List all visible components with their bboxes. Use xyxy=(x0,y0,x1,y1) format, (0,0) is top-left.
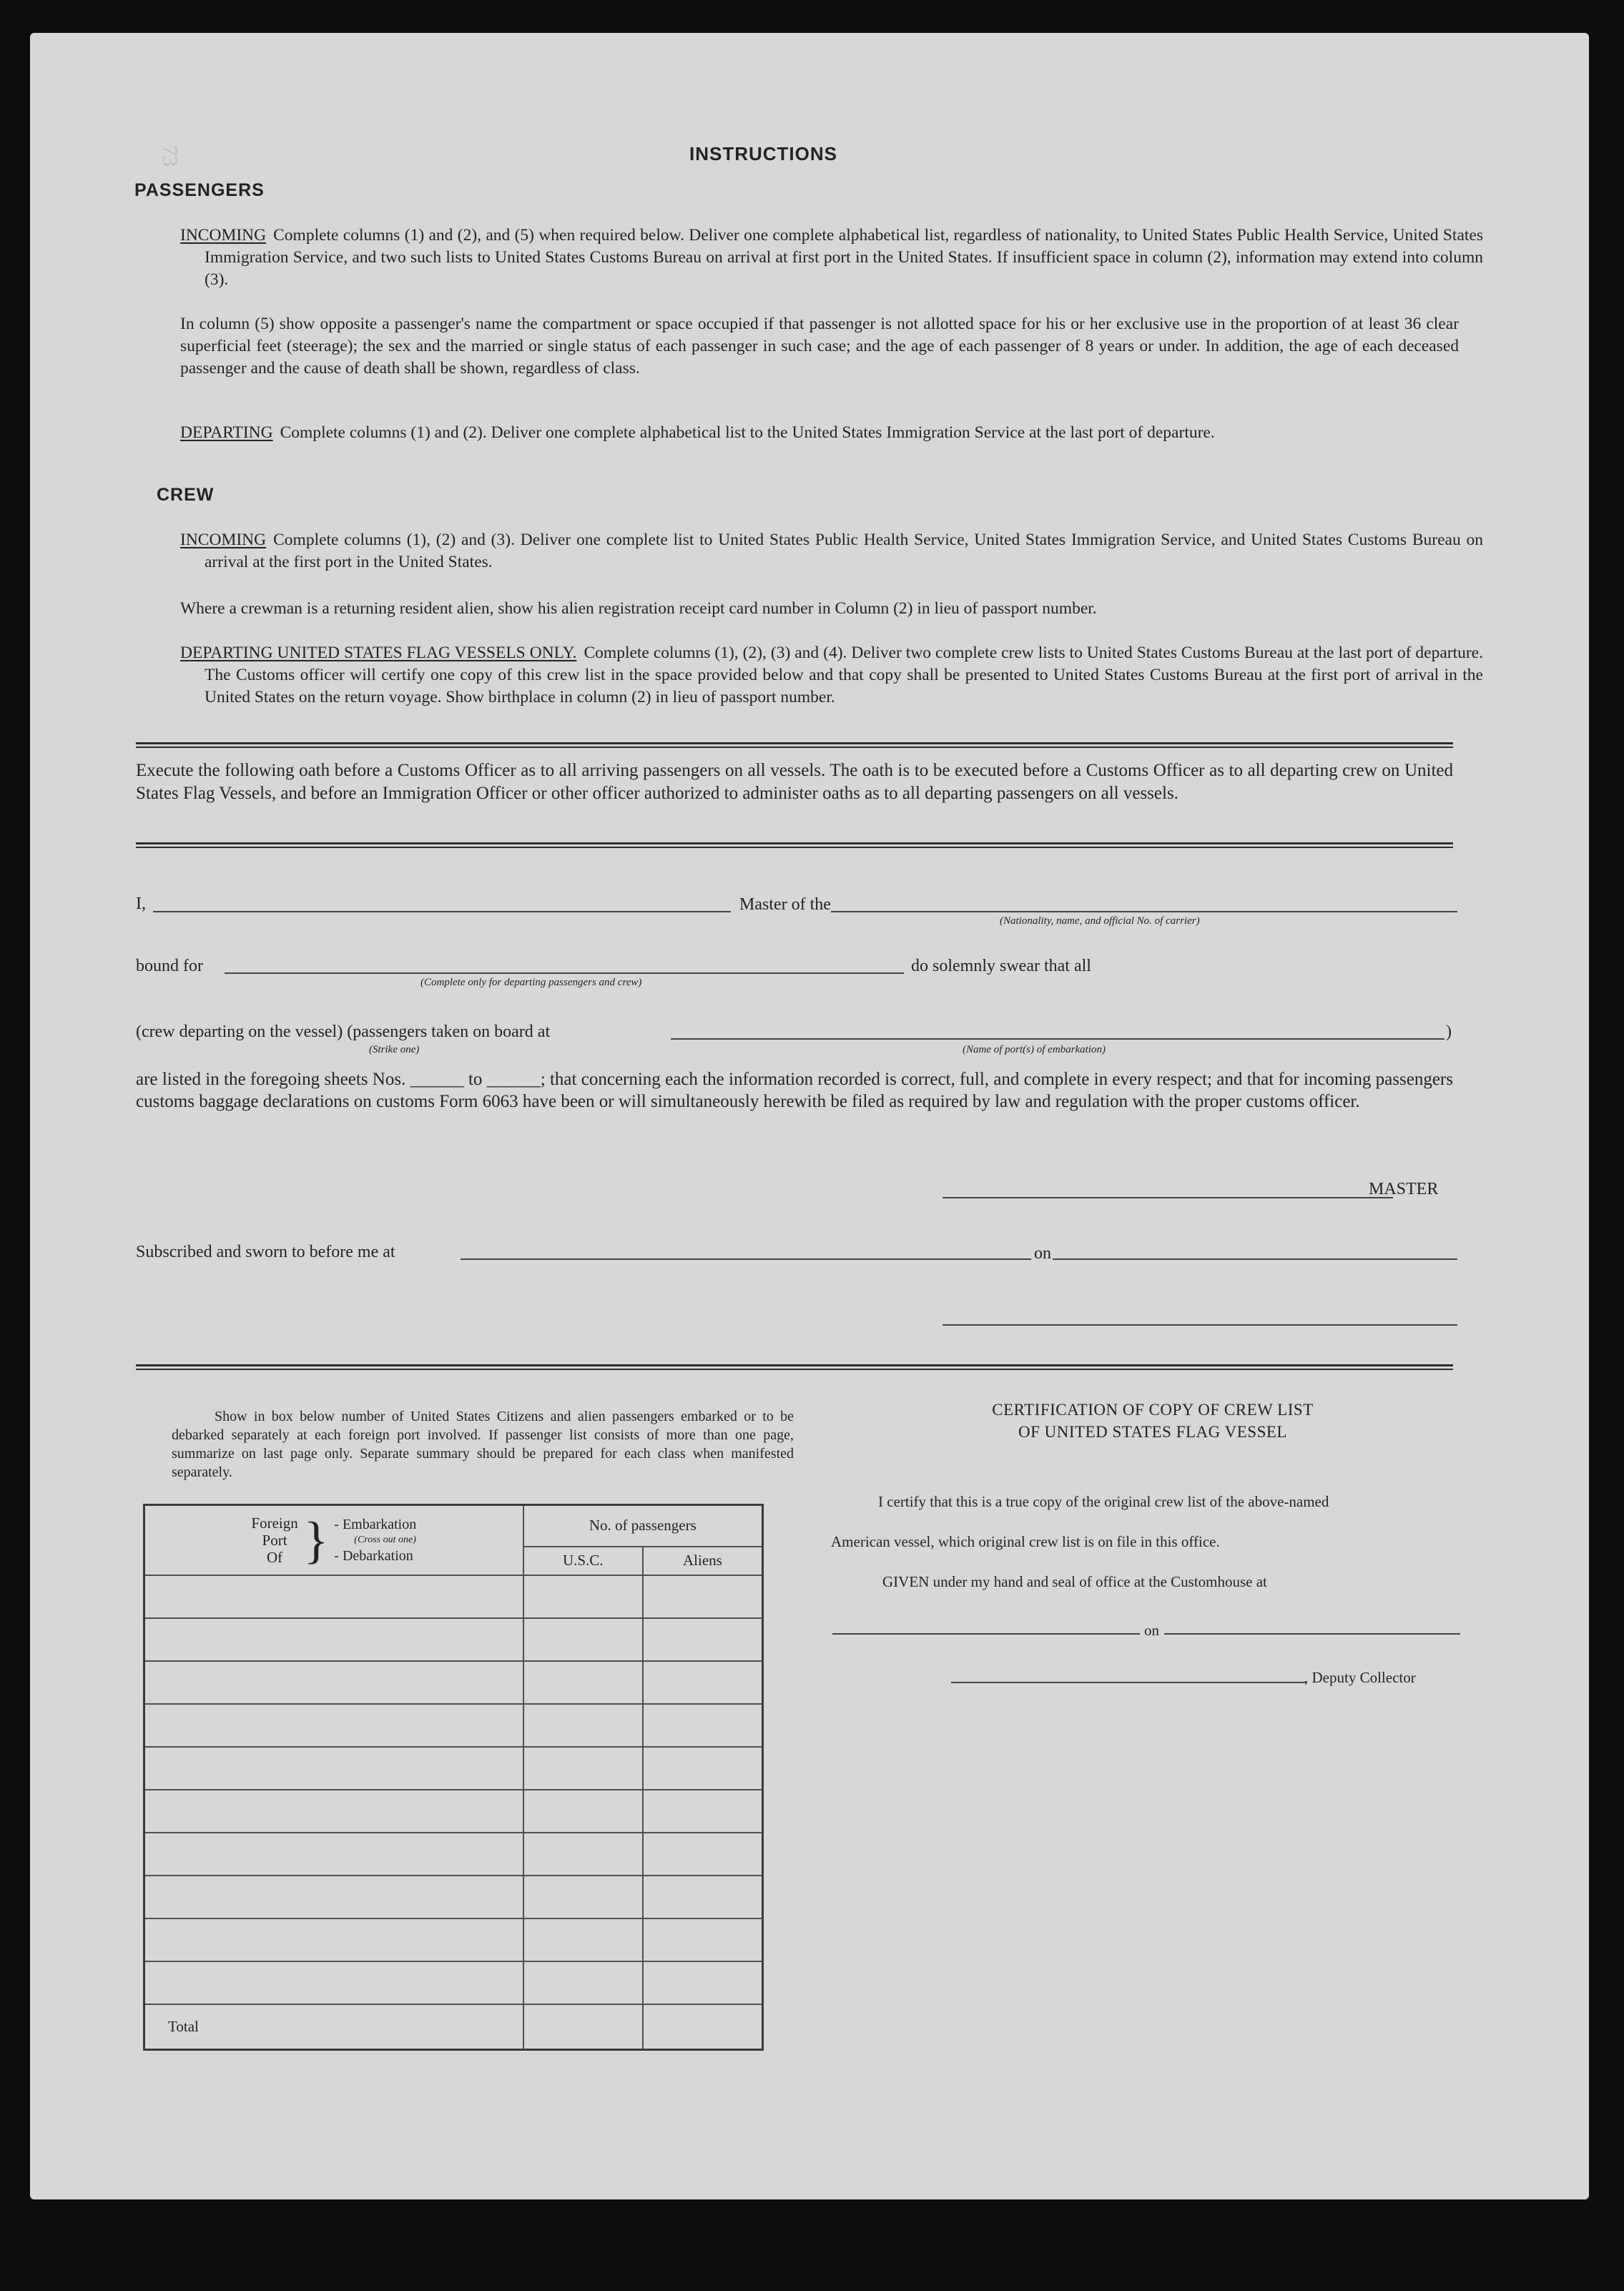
crew-incoming-text: Complete columns (1), (2) and (3). Deliver one complete list to United States Public Health Service, United States Immigration Service, and United States Customs Bureau on arrival at the first port in the United States. xyxy=(205,531,1483,571)
usc-cell[interactable] xyxy=(523,1575,643,1618)
section-divider xyxy=(136,742,1453,748)
port-cell[interactable] xyxy=(144,1661,523,1704)
aliens-cell[interactable] xyxy=(643,1575,763,1618)
table-row xyxy=(144,1918,763,1961)
usc-cell[interactable] xyxy=(523,1661,643,1704)
port-cell[interactable] xyxy=(144,1918,523,1961)
deputy-collector-label: , Deputy Collector xyxy=(1304,1669,1416,1686)
master-label: MASTER xyxy=(1369,1180,1439,1198)
usc-cell[interactable] xyxy=(523,1918,643,1961)
certification-title-line1: CERTIFICATION OF COPY OF CREW LIST xyxy=(992,1401,1314,1419)
usc-cell[interactable] xyxy=(523,1747,643,1790)
aliens-cell[interactable] xyxy=(643,1747,763,1790)
oath-intro: Execute the following oath before a Customs Officer as to all arriving passengers on all vessels. The oath is to be executed before a Customs Officer as to all departing crew on United States Flag Vessels, and before an Immigration Officer or other officer authorized to administer oaths as to all departing passengers on all vessels. xyxy=(136,761,1453,803)
deputy-signature-line[interactable] xyxy=(951,1682,1306,1683)
certification-title xyxy=(945,1399,1360,1443)
table-row xyxy=(144,1618,763,1661)
usc-cell[interactable] xyxy=(523,1618,643,1661)
page-title: INSTRUCTIONS xyxy=(689,143,837,164)
aliens-cell[interactable] xyxy=(643,1618,763,1661)
table-row xyxy=(144,1833,763,1876)
port-cell[interactable] xyxy=(144,1618,523,1661)
bound-caption: (Complete only for departing passengers and crew) xyxy=(420,977,642,988)
table-row xyxy=(144,1876,763,1918)
usc-header: U.S.C. xyxy=(523,1547,643,1575)
oath-i-label: I, xyxy=(136,895,146,913)
passengers-departing-paragraph xyxy=(180,422,1483,444)
summary-instructions: Show in box below number of United States Citizens and alien passengers embarked or to be debarked separately at each foreign port involved. If passenger list consists of more than one page, summarize on last page only. Separate summary should be prepared for each class when manifested separately. xyxy=(172,1409,794,1480)
american-text: American vessel, which original crew list is on file in this office. xyxy=(831,1533,1220,1550)
summary-divider xyxy=(136,1364,1453,1370)
corner-number: 73 xyxy=(158,145,182,167)
table-row xyxy=(144,1661,763,1704)
cross-out-label: (Cross out one) xyxy=(354,1534,416,1545)
table-row xyxy=(144,1575,763,1618)
officer-signature-line[interactable] xyxy=(943,1324,1457,1326)
crew-heading: CREW xyxy=(157,485,215,505)
aliens-header: Aliens xyxy=(643,1547,763,1575)
usc-cell[interactable] xyxy=(523,1833,643,1876)
swear-label: do solemnly swear that all xyxy=(911,957,1091,975)
debarkation-label: - Debarkation xyxy=(334,1547,413,1564)
crew-incoming-paragraph xyxy=(180,529,1483,573)
total-label: Total xyxy=(144,2004,523,2050)
passengers-incoming-paragraph xyxy=(180,225,1483,291)
port-cell[interactable] xyxy=(144,1876,523,1918)
table-row xyxy=(144,1704,763,1747)
carrier-caption: (Nationality, name, and official No. of carrier) xyxy=(1000,915,1200,927)
passengers-departing-text: Complete columns (1) and (2). Deliver one complete alphabetical list to the United States Immigration Service at the last port of departure. xyxy=(280,423,1215,442)
port-cell[interactable] xyxy=(144,1747,523,1790)
table-row xyxy=(144,1790,763,1833)
port-cell[interactable] xyxy=(144,1790,523,1833)
subscribed-date-line[interactable] xyxy=(1053,1258,1457,1260)
given-text: GIVEN under my hand and seal of office at the Customhouse at xyxy=(882,1573,1267,1590)
subscribed-label: Subscribed and sworn to before me at xyxy=(136,1243,395,1261)
passengers-incoming-label: INCOMING xyxy=(180,226,267,245)
crew-departing-label: (crew departing on the vessel) (passengers taken on board at xyxy=(136,1023,551,1041)
master-of-label: Master of the xyxy=(739,895,831,914)
aliens-cell[interactable] xyxy=(643,1961,763,2004)
port-cell[interactable] xyxy=(144,1833,523,1876)
resident-alien-paragraph: Where a crewman is a returning resident alien, show his alien registration receipt card number in Column (2) in lieu of passport number. xyxy=(180,599,1097,618)
column5-paragraph: In column (5) show opposite a passenger's name the compartment or space occupied if that passenger is not allotted space for his or her exclusive use in the proportion of at least 36 clear superficial feet (steerage); the sex and the married or single status of each passenger in such case; and the age of each passenger of 8 years or under. In addition, the age of each deceased passenger and the cause of death shall be shown, regardless of class. xyxy=(180,315,1459,378)
customhouse-line[interactable] xyxy=(832,1633,1140,1635)
embarkation-label: - Embarkation xyxy=(334,1516,417,1532)
foreign-port-header xyxy=(144,1505,523,1575)
certification-date-line[interactable] xyxy=(1164,1633,1460,1635)
master-name-line[interactable] xyxy=(153,911,731,912)
total-usc-cell[interactable] xyxy=(523,2004,643,2050)
port-cell[interactable] xyxy=(144,1575,523,1618)
aliens-cell[interactable] xyxy=(643,1876,763,1918)
crew-incoming-label: INCOMING xyxy=(180,531,267,549)
subscribed-place-line[interactable] xyxy=(461,1258,1031,1260)
crew-departing-label: DEPARTING UNITED STATES FLAG VESSELS ONLY. xyxy=(180,644,577,662)
usc-cell[interactable] xyxy=(523,1876,643,1918)
certification-title-line2: OF UNITED STATES FLAG VESSEL xyxy=(1018,1423,1287,1441)
usc-cell[interactable] xyxy=(523,1790,643,1833)
aliens-cell[interactable] xyxy=(643,1790,763,1833)
subscribed-on-label: on xyxy=(1034,1244,1051,1263)
master-signature-line[interactable] xyxy=(943,1197,1393,1198)
oath-divider xyxy=(136,842,1453,848)
aliens-cell[interactable] xyxy=(643,1661,763,1704)
foreign-port-line3: Of xyxy=(266,1548,283,1566)
passenger-summary-table xyxy=(143,1504,764,2051)
brace-icon: } xyxy=(303,1511,329,1569)
total-row xyxy=(144,2004,763,2050)
foreign-port-line2: Port xyxy=(262,1531,287,1549)
carrier-line[interactable] xyxy=(831,911,1457,912)
strike-caption: (Strike one) xyxy=(369,1044,420,1055)
crew-departing-paragraph xyxy=(180,642,1483,709)
aliens-cell[interactable] xyxy=(643,1704,763,1747)
port-cell[interactable] xyxy=(144,1704,523,1747)
certify-text: I certify that this is a true copy of the original crew list of the above-named xyxy=(878,1493,1329,1510)
usc-cell[interactable] xyxy=(523,1704,643,1747)
oath-statement: are listed in the foregoing sheets Nos. ______ to ______; that concerning each the information recorded is correct, full, and complete in every respect; and that for incoming passengers customs baggage declarations on customs Form 6063 have been or will simultaneously herewith be filed as required by law and regulation with the proper customs officer. xyxy=(136,1070,1453,1111)
foreign-port-line1: Foreign xyxy=(251,1514,298,1532)
ports-caption: (Name of port(s) of embarkation) xyxy=(963,1044,1106,1055)
crew-departing-text: Complete columns (1), (2), (3) and (4). Deliver two complete crew lists to United States Customs Bureau at the last port of departure. The Customs officer will certify one copy of this crew list in the space provided below and that copy shall be presented to United States Customs Bureau at the first port of arrival in the United States on the return voyage. Show birthplace in column (2) in lieu of passport number. xyxy=(205,644,1483,706)
total-aliens-cell[interactable] xyxy=(643,2004,763,2050)
ports-line[interactable] xyxy=(671,1038,1445,1040)
no-of-passengers-header: No. of passengers xyxy=(523,1505,763,1547)
table-row xyxy=(144,1747,763,1790)
bound-for-label: bound for xyxy=(136,957,203,975)
passengers-incoming-text: Complete columns (1) and (2), and (5) when required below. Deliver one complete alphabetical list, regardless of nationality, to United States Public Health Service, United States Immigration Service, and two such lists to United States Customs Bureau on arrival at first port in the United States. If insufficient space in column (2), information may extend into column (3). xyxy=(205,226,1483,289)
certification-on-label: on xyxy=(1144,1622,1159,1639)
passengers-departing-label: DEPARTING xyxy=(180,423,273,442)
passengers-heading: PASSENGERS xyxy=(134,180,265,200)
close-paren: ) xyxy=(1446,1023,1452,1041)
aliens-cell[interactable] xyxy=(643,1833,763,1876)
table-row xyxy=(144,1961,763,2004)
usc-cell[interactable] xyxy=(523,1961,643,2004)
bound-for-line[interactable] xyxy=(225,972,904,974)
port-cell[interactable] xyxy=(144,1961,523,2004)
aliens-cell[interactable] xyxy=(643,1918,763,1961)
